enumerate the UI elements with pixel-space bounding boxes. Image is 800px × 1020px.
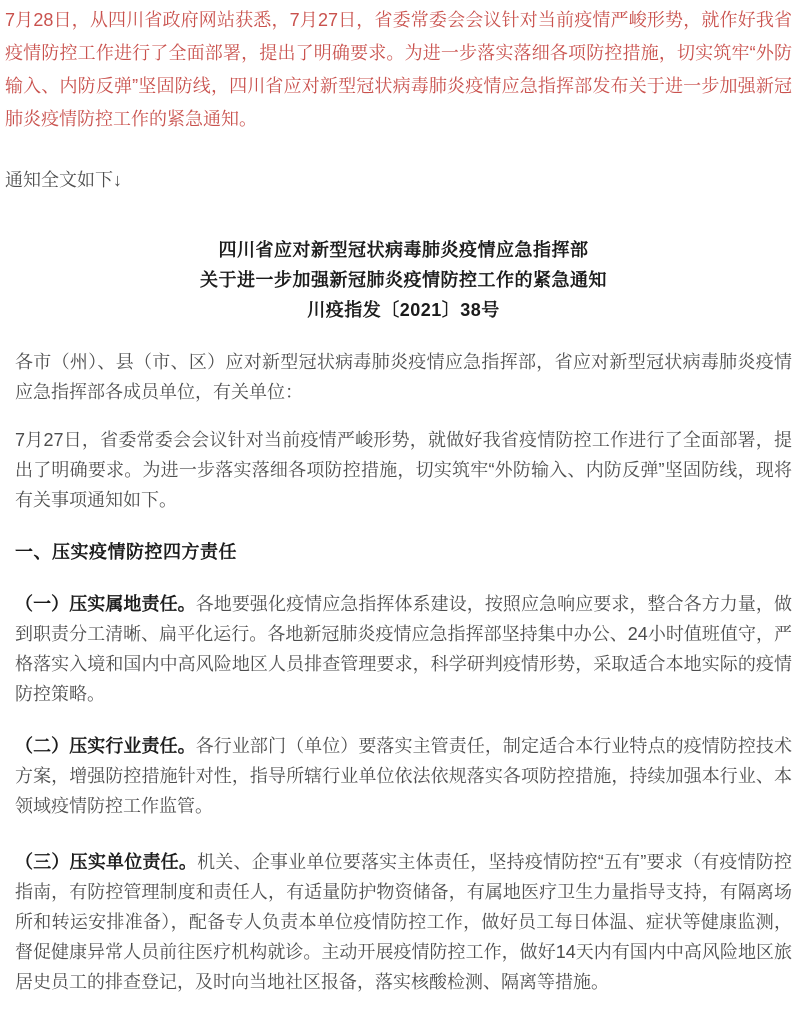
item-paragraph-3 — [15, 847, 792, 997]
salutation-paragraph: 各市（州）、县（市、区）应对新型冠状病毒肺炎疫情应急指挥部，省应对新型冠状病毒肺炎疫情应急指挥部各成员单位，有关单位： — [15, 352, 792, 402]
section-heading: 一、压实疫情防控四方责任 — [15, 542, 237, 562]
notice-body — [15, 235, 792, 997]
item-2-lead: （二）压实行业责任。 — [15, 736, 196, 756]
notice-document-number: 川疫指发〔2021〕38号 — [307, 300, 500, 320]
item-2-text: 各行业部门（单位）要落实主管责任，制定适合本行业特点的疫情防控技术方案，增强防控措施针对性，指导所辖行业单位依法依规落实各项防控措施，持续加强本行业、本领域疫情防控工作监管。 — [15, 736, 793, 816]
notice-title — [15, 235, 792, 325]
item-paragraph-2 — [15, 731, 792, 821]
lead-in-text: 通知全文如下↓ — [5, 170, 122, 190]
opening-paragraph: 7月27日，省委常委会会议针对当前疫情严峻形势，就做好我省疫情防控工作进行了全面部署，提出了明确要求。为进一步落实落细各项防控措施，切实筑牢“外防输入、内防反弹”坚固防线，现将有关事项通知如下。 — [15, 430, 792, 510]
notice-title-line-2: 关于进一步加强新冠肺炎疫情防控工作的紧急通知 — [200, 270, 607, 290]
item-1-text: 各地要强化疫情应急指挥体系建设，按照应急响应要求，整合各方力量，做到职责分工清晰、扁平化运行。各地新冠肺炎疫情应急指挥部坚持集中办公、24小时值班值守，严格落实入境和国内中高风险地区人员排查管理要求，科学研判疫情形势，采取适合本地实际的疫情防控策略。 — [15, 594, 793, 704]
notice-title-line-1: 四川省应对新型冠状病毒肺炎疫情应急指挥部 — [218, 240, 589, 260]
item-paragraph-1 — [15, 589, 792, 709]
intro-paragraph: 7月28日，从四川省政府网站获悉，7月27日，省委常委会会议针对当前疫情严峻形势，就作好我省疫情防控工作进行了全面部署，提出了明确要求。为进一步落实落细各项防控措施，切实筑牢“外防输入、内防反弹”坚固防线，四川省应对新型冠状病毒肺炎疫情应急指挥部发布关于进一步加强新冠肺炎疫情防控工作的紧急通知。 — [5, 10, 792, 129]
item-1-lead: （一）压实属地责任。 — [15, 594, 196, 614]
item-3-text: 机关、企事业单位要落实主体责任，坚持疫情防控“五有”要求（有疫情防控指南，有防控管理制度和责任人，有适量防护物资储备，有属地医疗卫生力量指导支持，有隔离场所和转运安排准备），配备专人负责本单位疫情防控工作，做好员工每日体温、症状等健康监测，督促健康异常人员前往医疗机构就诊。主动开展疫情防控工作，做好14天内有国内中高风险地区旅居史员工的排查登记，及时向当地社区报备，落实核酸检测、隔离等措施。 — [15, 852, 792, 992]
item-3-lead: （三）压实单位责任。 — [15, 852, 198, 872]
